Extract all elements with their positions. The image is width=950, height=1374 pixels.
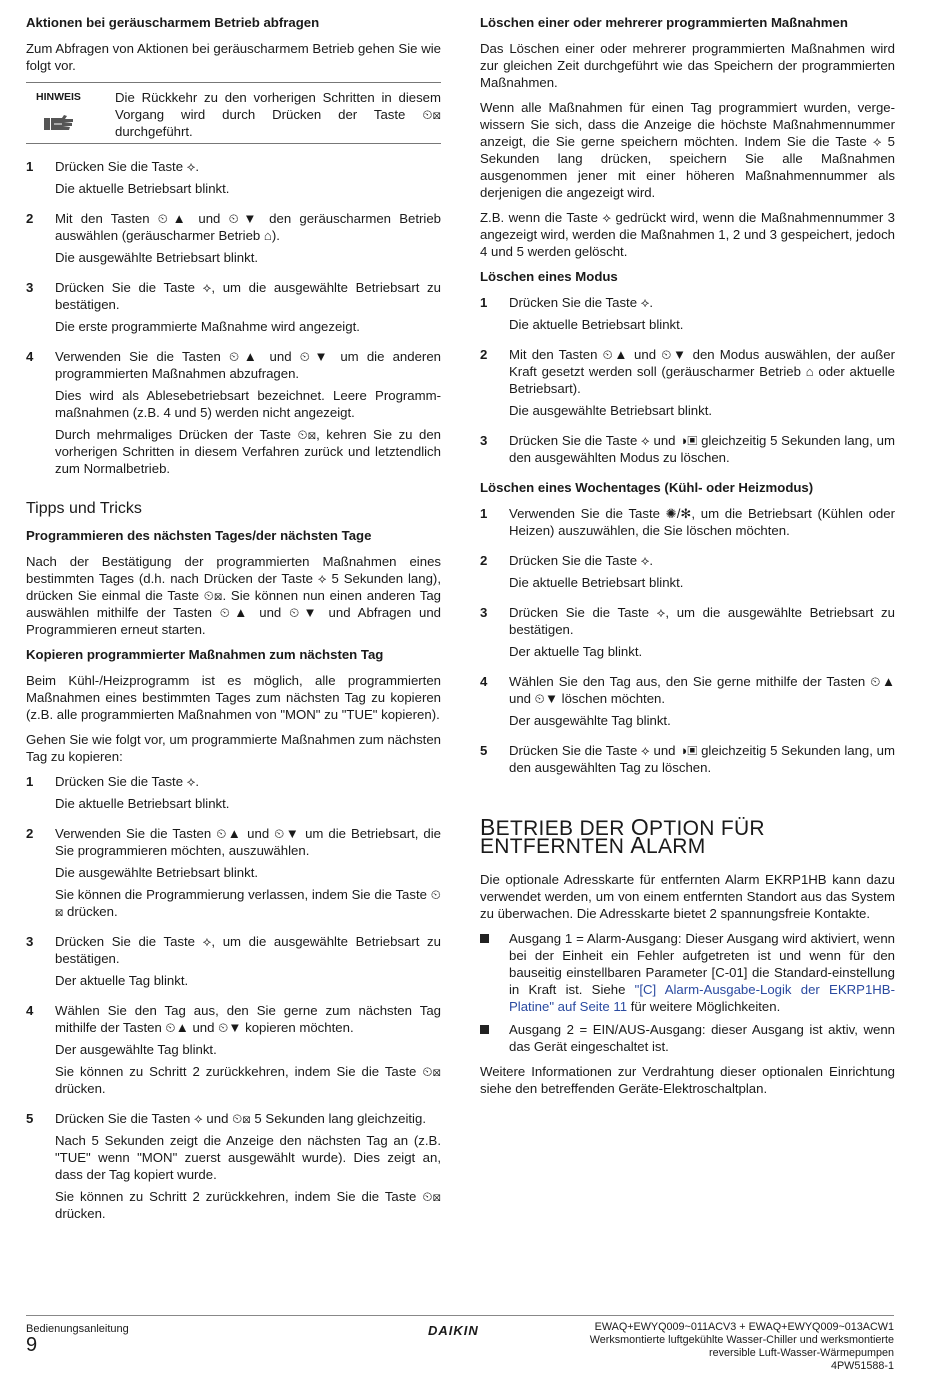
step-number: 2	[26, 211, 34, 226]
step-number: 4	[480, 674, 488, 689]
step-list	[480, 294, 895, 471]
step-number: 3	[26, 280, 34, 295]
note-box	[26, 82, 441, 144]
step-text: Drücken Sie die Taste ⟡ und ◑▣ gleichzeitig 5 Sekunden lang, um den ausgewählten Modus zu löschen.	[509, 433, 895, 465]
hand-pointer-icon	[42, 112, 76, 132]
step-text: Drücken Sie die Taste ⟡.	[55, 159, 200, 174]
step-number: 4	[26, 1003, 34, 1018]
step-number: 1	[480, 295, 488, 310]
step-list	[26, 158, 441, 482]
step-text: Durch mehrmaliges Drücken der Taste ⏲⊠, kehren Sie zu den vorherigen Schritten in diesem Verfahren zurück und letztendlich zum Normalbetrieb.	[55, 427, 441, 476]
step-text: Drücken Sie die Taste ⟡, um die ausgewählte Betriebsart zu bestätigen.	[55, 280, 441, 312]
paragraph: Das Löschen einer oder mehrerer programmierten Maßnahmen wird zur gleichen Zeit durchgeführt wie das Speichern der programmierten Maßnahmen.	[480, 41, 895, 90]
step-number: 2	[480, 347, 488, 362]
step-text: Sie können zu Schritt 2 zurückkehren, indem Sie die Taste ⏲⊠ drücken.	[55, 1189, 441, 1221]
step-item	[26, 348, 441, 482]
step-item	[26, 773, 441, 817]
step-text: Die ausgewählte Betriebsart blinkt.	[509, 403, 713, 418]
footer-model-info: EWAQ+EWYQ009~011ACV3 + EWAQ+EWYQ009~013ACW1 Werksmontierte luftgekühlte Wasser-Chiller und werksmontierte reversible Luft-Wasser-Wärmepumpen 4PW51588-1	[589, 1321, 894, 1372]
paragraph: Beim Kühl-/Heizprogramm ist es möglich, alle programmierten Maßnahmen eines bestimmten Tages zum nächsten Tag zu kopieren (z.B. alle programmierten Maßnahmen von "MON" zu "TUE" kopieren).	[26, 673, 441, 722]
step-text: Sie können zu Schritt 2 zurückkehren, indem Sie die Taste ⏲⊠ drücken.	[55, 1064, 441, 1096]
step-text: Die ausgewählte Betriebsart blinkt.	[55, 250, 259, 265]
paragraph: Gehen Sie wie folgt vor, um programmierte Maßnahmen zum nächsten Tag zu kopieren:	[26, 732, 441, 764]
step-text: Die aktuelle Betriebsart blinkt.	[55, 181, 230, 196]
step-number: 5	[26, 1111, 34, 1126]
section-title: Löschen eines Modus	[480, 269, 618, 284]
step-text: Die aktuelle Betriebsart blinkt.	[55, 796, 230, 811]
footer-divider	[26, 1315, 894, 1316]
step-item	[480, 742, 895, 781]
bullet-square-icon	[480, 1021, 509, 1055]
step-text: Dies wird als Ablesebetriebsart bezeichnet. Leere Programm-maßnahmen (z.B. 4 und 5) werden nicht angezeigt.	[55, 388, 441, 420]
chapter-heading: BETRIEB DER OPTION FÜR ENTFERNTEN ALARM	[480, 814, 765, 858]
step-text: Drücken Sie die Tasten ⟡ und ⏲⊠ 5 Sekunden lang gleichzeitig.	[55, 1111, 426, 1126]
step-text: Drücken Sie die Taste ⟡.	[509, 553, 654, 568]
step-item	[480, 604, 895, 665]
step-list	[480, 505, 895, 781]
step-text: Drücken Sie die Taste ⟡.	[509, 295, 654, 310]
bullet-square-icon	[480, 930, 509, 1015]
step-number: 1	[26, 159, 34, 174]
tips-heading: Tipps und Tricks	[26, 500, 142, 517]
step-number: 2	[26, 826, 34, 841]
paragraph: Z.B. wenn die Taste ⟡ gedrückt wird, wenn die Maßnahmennummer 3 angezeigt wird, werden die Maßnahmen 1, 2 und 3 gespeichert, jedoch 4 und 5 werden gelöscht.	[480, 210, 895, 259]
bullet-item: Ausgang 1 = Alarm-Ausgang: Dieser Ausgang wird aktiviert, wenn bei der Einheit ein Fehler aufgetreten ist und wenn für den bauseitig einstellbaren Parameter [C-01] die Standard-einstellung in Kraft ist. Siehe "[C] Alarm-Ausgabe-Logik der EKRP1HB-Platine" auf Seite 11 für weitere Möglichkeiten.	[480, 930, 895, 1015]
step-item	[480, 673, 895, 734]
note-text: Die Rückkehr zu den vorherigen Schritten in diesem Vorgang wird durch Drücken der Taste ⏲⊠ durchgeführt.	[115, 90, 441, 139]
step-list	[26, 773, 441, 1227]
cross-reference-link[interactable]: "[C] Alarm-Ausgabe-Logik der EKRP1HB-Platine" auf Seite 11	[509, 982, 895, 1014]
step-item	[480, 432, 895, 471]
step-text: Die aktuelle Betriebsart blinkt.	[509, 317, 684, 332]
step-text: Die ausgewählte Betriebsart blinkt.	[55, 865, 259, 880]
step-text: Nach 5 Sekunden zeigt die Anzeige den nächsten Tag an (z.B. "TUE" wenn "MON" zuerst ausgewählt wurde). Dies zeigt an, dass der Tag kopiert wurde.	[55, 1133, 441, 1182]
intro-text: Zum Abfragen von Aktionen bei geräuscharmem Betrieb gehen Sie wie folgt vor.	[26, 41, 441, 73]
section-title: Löschen eines Wochentages (Kühl- oder Heizmodus)	[480, 480, 814, 495]
step-text: Die aktuelle Betriebsart blinkt.	[509, 575, 684, 590]
section-title: Aktionen bei geräuscharmem Betrieb abfragen	[26, 15, 320, 30]
step-item	[26, 825, 441, 925]
step-text: Der ausgewählte Tag blinkt.	[509, 713, 671, 728]
note-label: HINWEIS	[26, 89, 115, 140]
section-title: Löschen einer oder mehrerer programmierten Maßnahmen	[480, 15, 848, 30]
step-item	[480, 552, 895, 596]
right-column	[480, 14, 895, 1105]
step-text: Der aktuelle Tag blinkt.	[55, 973, 189, 988]
step-text: Wählen Sie den Tag aus, den Sie gerne zum nächsten Tag mithilfe der Tasten ⏲▲ und ⏲▼ kopieren möchten.	[55, 1003, 441, 1035]
step-number: 3	[480, 433, 488, 448]
step-item	[26, 279, 441, 340]
step-text: Drücken Sie die Taste ⟡.	[55, 774, 200, 789]
paragraph: Wenn alle Maßnahmen für einen Tag programmiert wurden, verge-wissern Sie sich, dass die Anzeige die höchste Maßnahmennummer anzeigt, die Sie gerne speichern möchten. Indem Sie die Taste ⟡ 5 Sekunden lang drücken, speichern Sie alle Maßnahmen ausgenommen jener mit einer höheren Maßnahmennummer als derjenigen die angezeigt wird.	[480, 100, 895, 200]
brand-logo: DAIKIN	[428, 1323, 479, 1338]
page-number: 9	[26, 1334, 38, 1356]
step-item	[26, 158, 441, 202]
step-number: 2	[480, 553, 488, 568]
paragraph: Weitere Informationen zur Verdrahtung dieser optionalen Einrichtung siehe den betreffenden Geräte-Elektroschaltplan.	[480, 1064, 895, 1096]
bullet-item: Ausgang 2 = EIN/AUS-Ausgang: dieser Ausgang ist aktiv, wenn das Gerät eingeschaltet ist.	[480, 1021, 895, 1055]
step-text: Mit den Tasten ⏲▲ und ⏲▼ den geräuscharmen Betrieb auswählen (geräuscharmer Betrieb ⌂).	[55, 211, 441, 243]
step-number: 3	[480, 605, 488, 620]
step-text: Der aktuelle Tag blinkt.	[509, 644, 643, 659]
step-item	[26, 1110, 441, 1227]
step-text: Die erste programmierte Maßnahme wird angezeigt.	[55, 319, 360, 334]
paragraph: Die optionale Adresskarte für entfernten Alarm EKRP1HB kann dazu verwendet werden, um von einem entfernten Standort aus das System zu überwachen. Die Adresskarte bietet 2 spannungsfreie Kontakte.	[480, 872, 895, 921]
step-item	[26, 1002, 441, 1102]
step-text: Verwenden Sie die Taste ✺/✻, um die Betriebsart (Kühlen oder Heizen) auszuwählen, die Sie löschen möchten.	[509, 506, 895, 538]
step-number: 5	[480, 743, 488, 758]
step-text: Sie können die Programmierung verlassen, indem Sie die Taste ⏲⊠ drücken.	[55, 887, 441, 919]
sub-heading: Kopieren programmierter Maßnahmen zum nächsten Tag	[26, 647, 384, 662]
paragraph: Nach der Bestätigung der programmierten Maßnahmen eines bestimmten Tages (d.h. nach Drücken der Taste ⟡ 5 Sekunden lang), drücken Sie einmal die Taste ⏲⊠. Sie können nun einen anderen Tag auswählen mithilfe der Tasten ⏲▲ und ⏲▼ und Abfragen und Programmieren erneut starten.	[26, 554, 441, 637]
step-text: Mit den Tasten ⏲▲ und ⏲▼ den Modus auswählen, der außer Kraft gesetzt werden soll (geräuscharmer Betrieb ⌂ oder aktuelle Betriebsart).	[509, 347, 895, 396]
step-text: Verwenden Sie die Tasten ⏲▲ und ⏲▼ um die Betriebsart, die Sie programmieren möchten, auszuwählen.	[55, 826, 441, 858]
step-text: Verwenden Sie die Tasten ⏲▲ und ⏲▼ um die anderen programmierten Maßnahmen abzufragen.	[55, 349, 441, 381]
left-column	[26, 14, 441, 1235]
step-item	[480, 346, 895, 424]
step-number: 3	[26, 934, 34, 949]
step-text: Drücken Sie die Taste ⟡, um die ausgewählte Betriebsart zu bestätigen.	[509, 605, 895, 637]
step-text: Drücken Sie die Taste ⟡ und ◑▣ gleichzeitig 5 Sekunden lang, um den ausgewählten Tag zu löschen.	[509, 743, 895, 775]
step-number: 1	[480, 506, 488, 521]
step-item	[480, 505, 895, 544]
step-item	[26, 933, 441, 994]
step-text: Der ausgewählte Tag blinkt.	[55, 1042, 217, 1057]
step-text: Drücken Sie die Taste ⟡, um die ausgewählte Betriebsart zu bestätigen.	[55, 934, 441, 966]
step-number: 1	[26, 774, 34, 789]
step-item	[480, 294, 895, 338]
step-item	[26, 210, 441, 271]
sub-heading: Programmieren des nächsten Tages/der nächsten Tage	[26, 528, 372, 543]
footer-doc-type: Bedienungsanleitung	[26, 1323, 129, 1335]
step-text: Wählen Sie den Tag aus, den Sie gerne mithilfe der Tasten ⏲▲ und ⏲▼ löschen möchten.	[509, 674, 895, 706]
step-number: 4	[26, 349, 34, 364]
